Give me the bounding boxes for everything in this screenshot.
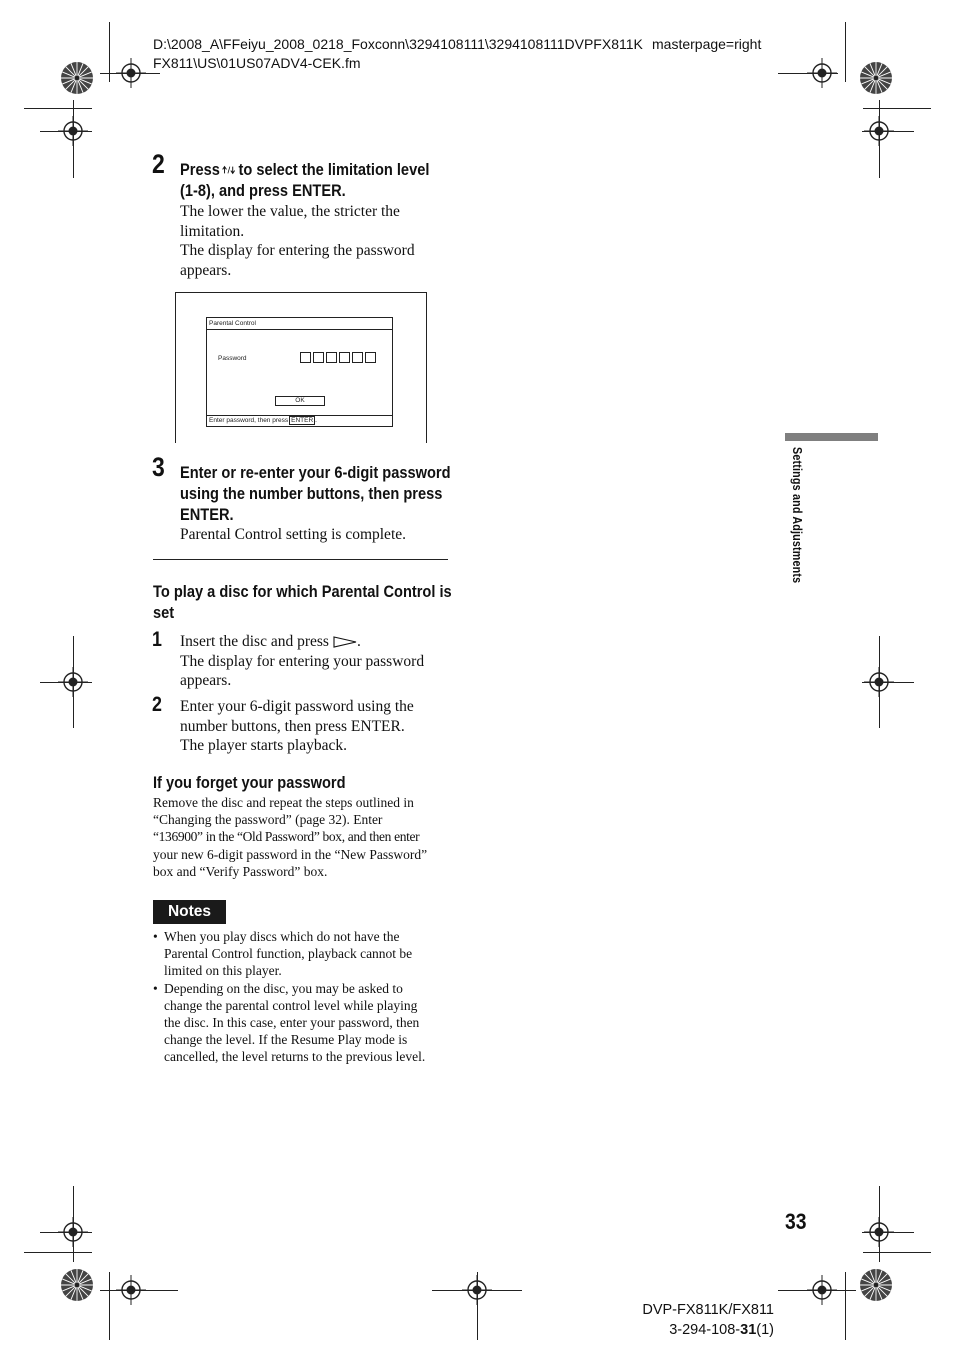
- play-step-2-line: Enter your 6-digit password using the: [180, 698, 414, 715]
- registration-mark-icon: [116, 1275, 146, 1305]
- crop-line: [863, 1252, 931, 1253]
- registration-mark-icon: [864, 116, 894, 146]
- note-line: Depending on the disc, you may be asked to: [164, 980, 403, 996]
- forget-section-body: [153, 794, 453, 880]
- play-step-1-line: Insert the disc and press: [180, 633, 329, 650]
- crop-line: [24, 108, 92, 109]
- note-item: [153, 928, 453, 980]
- note-line: change the level. If the Resume Play mode is: [164, 1032, 408, 1048]
- section-divider: [153, 559, 448, 560]
- play-title-line: set: [153, 603, 175, 622]
- forget-line: Remove the disc and repeat the steps outlined in: [153, 795, 414, 810]
- dialog-hint-end: .: [315, 417, 317, 424]
- notes-list: [153, 928, 453, 1066]
- notes-badge: Notes: [153, 900, 226, 924]
- parental-control-dialog: [206, 317, 393, 427]
- forget-line: “Changing the password” (page 32). Enter: [153, 812, 383, 828]
- crop-line: [109, 1272, 110, 1340]
- step-2-line: The lower the value, the stricter the: [180, 203, 400, 220]
- master-page-label: masterpage=right: [652, 36, 762, 52]
- footer-code-suffix: (1): [756, 1322, 774, 1338]
- forget-title: If you forget your password: [153, 773, 346, 792]
- password-label: Password: [218, 355, 247, 362]
- section-tab-label: [790, 447, 810, 612]
- footer-code-bold: 31: [740, 1322, 757, 1338]
- step-2-line: limitation.: [180, 222, 245, 240]
- step-number: 1: [152, 628, 162, 651]
- play-button-icon: [333, 636, 357, 648]
- star-target-icon: [60, 1268, 94, 1302]
- play-step-2-body: [180, 697, 455, 756]
- note-item: [153, 980, 453, 1066]
- step-3-head-line: ENTER.: [180, 505, 234, 524]
- crop-line: [863, 108, 931, 109]
- step-3-body: Parental Control setting is complete.: [180, 526, 406, 543]
- play-step-2-line: number buttons, then press ENTER.: [180, 717, 405, 735]
- step-2-body: [180, 202, 455, 280]
- password-digit-box: [339, 352, 350, 363]
- star-target-icon: [60, 61, 94, 95]
- ok-button: OK: [275, 396, 325, 406]
- registration-mark-icon: [807, 1275, 837, 1305]
- registration-mark-icon: [58, 116, 88, 146]
- registration-mark-icon: [864, 667, 894, 697]
- enter-key-label: ENTER: [291, 417, 314, 424]
- footer: [612, 1300, 774, 1340]
- step-number: 3: [152, 452, 165, 482]
- step-3-head-line: using the number buttons, then press: [180, 484, 443, 503]
- registration-mark-icon: [116, 58, 146, 88]
- step-2-head-rest: to select the limitation level: [238, 160, 430, 179]
- step-2-head-line2: (1-8), and press ENTER.: [180, 181, 346, 200]
- play-step-1-body: [180, 632, 455, 691]
- dialog-divider: [207, 329, 392, 330]
- footer-code-prefix: 3-294-108-: [669, 1322, 741, 1338]
- dialog-title: Parental Control: [209, 320, 256, 327]
- play-step-1-line: appears.: [180, 672, 232, 689]
- crop-line: [24, 1252, 92, 1253]
- dialog-hint-text: Enter password, then press: [209, 417, 289, 424]
- dialog-hint: [209, 417, 317, 425]
- registration-mark-icon: [462, 1275, 492, 1305]
- step-2-line: The display for entering the password: [180, 242, 415, 259]
- footer-code: [612, 1320, 774, 1340]
- registration-mark-icon: [58, 667, 88, 697]
- forget-line: “136900” in the “Old Password” box, and then enter: [153, 829, 420, 845]
- step-2-line: appears.: [180, 261, 232, 279]
- registration-mark-icon: [864, 1217, 894, 1247]
- forget-line: your new 6-digit password in the “New Password”: [153, 846, 428, 862]
- note-line: When you play discs which do not have the: [164, 929, 400, 944]
- crop-line: [845, 1272, 846, 1340]
- star-target-icon: [859, 61, 893, 95]
- step-2-heading: [180, 159, 470, 201]
- play-step-2-line: The player starts playback.: [180, 737, 347, 754]
- note-line: change the parental control level while playing: [164, 997, 418, 1013]
- step-2-head-press: Press: [180, 160, 220, 179]
- password-digit-box: [313, 352, 324, 363]
- step-number: 2: [152, 693, 162, 716]
- up-down-arrow-icon: [222, 162, 235, 178]
- section-tab-bar: [785, 433, 878, 441]
- play-step-1-line: The display for entering your password: [180, 652, 425, 670]
- password-digit-box: [365, 352, 376, 363]
- password-digit-box: [352, 352, 363, 363]
- note-line: Parental Control function, playback cannot be: [164, 946, 413, 962]
- registration-mark-icon: [807, 58, 837, 88]
- play-title-line: To play a disc for which Parental Control is: [153, 582, 452, 601]
- page-number: 33: [785, 1209, 807, 1234]
- registration-mark-icon: [58, 1217, 88, 1247]
- play-step-1-period: .: [356, 633, 361, 650]
- crop-line: [845, 22, 846, 82]
- file-path-line1: D:\2008_A\FFeiyu_2008_0218_Foxconn\3294108111\3294108111DVPFX811K: [153, 36, 643, 52]
- star-target-icon: [859, 1268, 893, 1302]
- note-line: cancelled, the level returns to the previous level.: [164, 1049, 426, 1065]
- note-line: the disc. In this case, enter your password, then: [164, 1015, 420, 1031]
- section-tab-text: Settings and Adjustments: [790, 447, 804, 584]
- step-3-head-line: Enter or re-enter your 6-digit password: [180, 463, 451, 482]
- play-section-title: [153, 581, 473, 623]
- bullet-icon: •: [153, 929, 158, 944]
- forget-section-title: [153, 772, 377, 793]
- file-path-header: [153, 35, 713, 73]
- password-digit-box: [326, 352, 337, 363]
- file-path-line2: FX811\US\01US07ADV4-CEK.fm: [153, 55, 361, 71]
- step-number: 2: [152, 149, 165, 179]
- step-3-heading: [180, 462, 470, 525]
- bullet-icon: •: [153, 980, 158, 996]
- password-digit-box: [300, 352, 311, 363]
- forget-line: box and “Verify Password” box.: [153, 863, 328, 879]
- footer-model: DVP-FX811K/FX811: [642, 1302, 774, 1318]
- note-line: limited on this player.: [164, 963, 282, 979]
